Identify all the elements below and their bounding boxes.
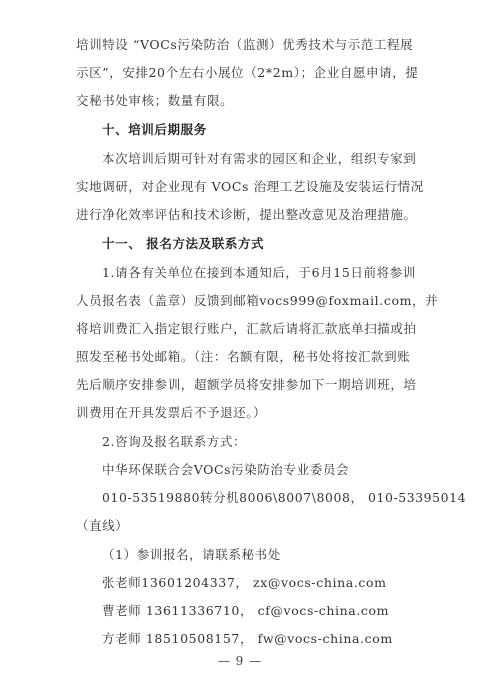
paragraph-line: 照发至秘书处邮箱。（注：名额有限，秘书处将按汇款到账	[76, 349, 411, 364]
paragraph-line: 将培训费汇入指定银行账户，汇款后请将汇款底单扫描或拍	[76, 321, 417, 336]
phone-numbers: 010-53519880转分机8006\8007\8008， 010-53395014	[102, 490, 467, 505]
paragraph-line: 培训特设 “VOCs污染防治（监测）优秀技术与示范工程展	[76, 37, 414, 52]
paragraph-line: 训费用在开具发票后不予退还。）	[76, 405, 267, 420]
paragraph-line: 实地调研，对企业现有 VOCs 治理工艺设施及安装运行情况	[76, 179, 424, 194]
organization-name: 中华环保联合会VOCs污染防治专业委员会	[102, 462, 350, 477]
contact-line: 曹老师 13611336710， cf@vocs-china.com	[102, 603, 390, 618]
section-heading: 十、培训后期服务	[102, 122, 207, 137]
paragraph-line: 示区”，安排20个左右小展位（2*2m）；企业自愿申请，提	[76, 65, 419, 80]
section-heading: 十一、 报名方法及联系方式	[102, 236, 265, 251]
paragraph-line: 交秘书处审核；数量有限。	[76, 93, 234, 108]
paragraph-line: 人员报名表（盖章）反馈到邮箱vocs999@foxmail.com，并	[76, 293, 439, 308]
contact-line: 张老师13601204337， zx@vocs-china.com	[102, 575, 387, 590]
paragraph-line: 进行净化效率评估和技术诊断，提出整改意见及治理措施。	[76, 207, 417, 222]
paragraph-line: （1）参训报名，请联系秘书处	[102, 547, 281, 562]
paragraph-line: 1.请各有关单位在接到本通知后，于6月15日前将参训	[102, 265, 416, 280]
paragraph-line: 先后顺序安排参训，超额学员将安排参加下一期培训班，培	[76, 377, 417, 392]
paragraph-line: 本次培训后期可针对有需求的园区和企业，组织专家到	[102, 151, 417, 166]
contact-line: 方老师 18510508157， fw@vocs-china.com	[102, 631, 393, 646]
page-number: — 9 —	[217, 654, 263, 668]
paragraph-line: （直线）	[76, 518, 129, 533]
paragraph-line: 2.咨询及报名联系方式：	[102, 434, 247, 449]
